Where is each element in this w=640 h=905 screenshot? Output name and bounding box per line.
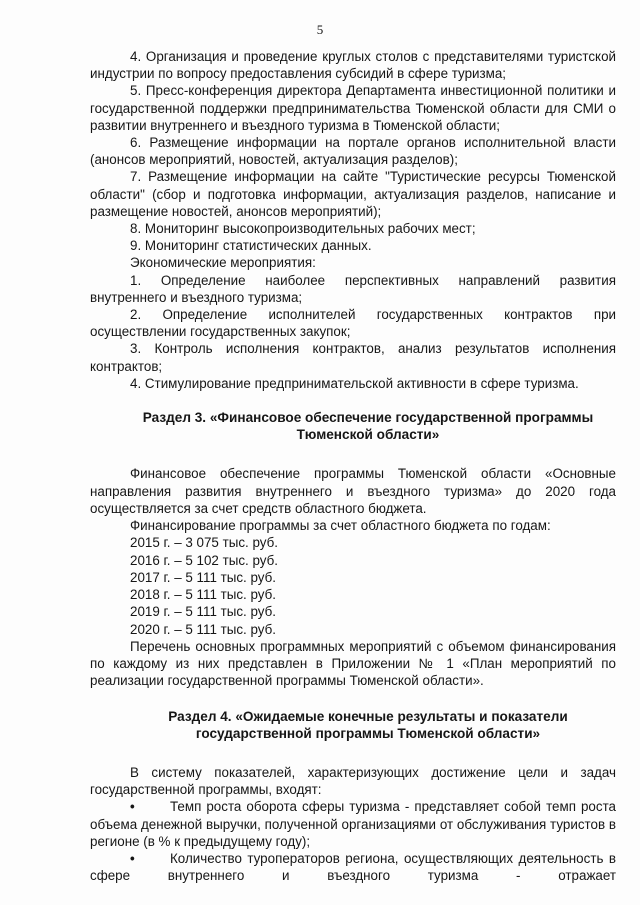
economic-item-1: 1. Определение наиболее перспективных направлений развития внутреннего и въездного туризма; bbox=[90, 272, 616, 305]
section-3-paragraph-1: Финансовое обеспечение программы Тюменской области «Основные направления развития внутреннего и въездного туризма» до 2020 года осуществляется за счет средств областного бюджета. bbox=[90, 466, 616, 516]
section-3-heading: Раздел 3. «Финансовое обеспечение государственной программы Тюменской области» bbox=[142, 410, 594, 443]
economic-measures-header: Экономические мероприятия: bbox=[130, 255, 316, 271]
list-item-9: 9. Мониторинг статистических данных. bbox=[130, 238, 372, 254]
page-number: 5 bbox=[316, 22, 324, 37]
economic-item-3: 3. Контроль исполнения контрактов, анализ результатов исполнения контрактов; bbox=[90, 341, 616, 374]
funding-year-2016: 2016 г. – 5 102 тыс. руб. bbox=[130, 552, 279, 568]
list-item-5: 5. Пресс-конференция директора Департамента инвестиционной политики и государственной поддержки предпринимательства Тюменской области для СМИ о развитии внутреннего и въездного туризма в Тюменской области; bbox=[90, 83, 616, 133]
section-3-paragraph-3: Перечень основных программных мероприятий с объемом финансирования по каждому из них представлен в Приложении № 1 «План мероприятий по реализации государственной программы Тюменской области». bbox=[90, 639, 616, 689]
section-4-paragraph-1: В систему показателей, характеризующих достижение цели и задач государственной программы, входят: bbox=[90, 765, 616, 798]
list-item-4: 4. Организация и проведение круглых столов с представителями туристской индустрии по вопросу предоставления субсидий в сфере туризма; bbox=[90, 49, 616, 82]
list-item-6: 6. Размещение информации на портале органов исполнительной власти (анонсов мероприятий, новостей, актуализация разделов); bbox=[90, 135, 616, 168]
list-item-7: 7. Размещение информации на сайте "Туристические ресурсы Тюменской области" (сбор и подготовка информации, актуализация разделов, написание и размещение новостей, анонсов мероприятий); bbox=[90, 169, 616, 219]
list-item-8: 8. Мониторинг высокопроизводительных рабочих мест; bbox=[130, 221, 476, 237]
funding-year-2017: 2017 г. – 5 111 тыс. руб. bbox=[130, 569, 277, 585]
funding-year-2020: 2020 г. – 5 111 тыс. руб. bbox=[130, 621, 277, 637]
page-content bbox=[90, 48, 616, 885]
indicator-2-text: Количество туроператоров региона, осуществляющих деятельность в сфере внутреннего и въездного туризма - отражает bbox=[90, 851, 616, 884]
funding-years-list bbox=[90, 534, 616, 638]
indicator-bullet-1 bbox=[90, 798, 616, 850]
indicator-1-text: Темп роста оборота сферы туризма - представляет собой темп роста объема денежной выручки, полученной организациями от обслуживания туристов в регионе (в % к предыдущему году); bbox=[90, 799, 616, 849]
bullet-icon: • bbox=[130, 851, 135, 867]
section-3-paragraph-2: Финансирование программы за счет областного бюджета по годам: bbox=[130, 518, 551, 534]
funding-year-2015: 2015 г. – 3 075 тыс. руб. bbox=[130, 535, 279, 551]
economic-item-2: 2. Определение исполнителей государственных контрактов при осуществлении государственных закупок; bbox=[90, 307, 616, 340]
funding-year-2019: 2019 г. – 5 111 тыс. руб. bbox=[130, 604, 277, 620]
funding-year-2018: 2018 г. – 5 111 тыс. руб. bbox=[130, 587, 277, 603]
section-4-heading: Раздел 4. «Ожидаемые конечные результаты и показатели государственной программы Тюменской области» bbox=[168, 708, 568, 741]
indicator-bullet-2 bbox=[90, 850, 616, 884]
economic-item-4: 4. Стимулирование предпринимательской активности в сфере туризма. bbox=[130, 375, 579, 391]
bullet-icon: • bbox=[130, 799, 135, 815]
